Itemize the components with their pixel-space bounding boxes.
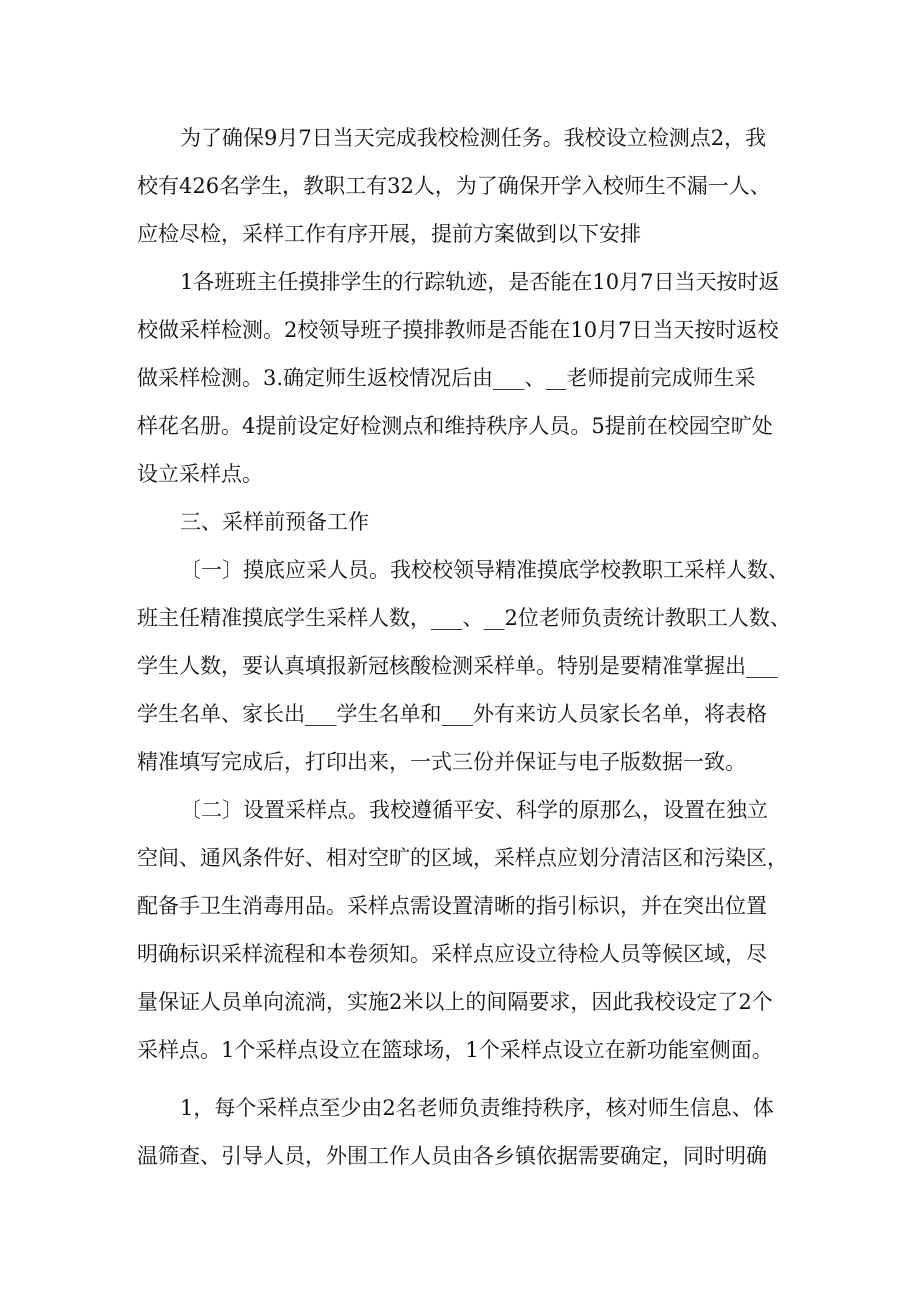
text-line: 量保证人员单向流淌，实施2米以上的间隔要求，因此我校设定了2个 — [137, 990, 773, 1014]
text-line: 应检尽检，采样工作有序开展，提前方案做到以下安排 — [137, 222, 641, 246]
text-line: 样花名册。4提前设定好检测点和维持秩序人员。5提前在校园空旷处 — [137, 414, 773, 438]
text-line: 采样点。1个采样点设立在篮球场，1个采样点设立在新功能室侧面。 — [137, 1038, 773, 1062]
text-line: 〔二〕设置采样点。我校遵循平安、科学的原那么，设置在独立 — [180, 798, 768, 822]
text-line: 做采样检测。3.确定师生返校情况后由___、__老师提前完成师生采 — [137, 366, 756, 390]
text-line: 学生名单、家长出___学生名单和___外有来访人员家长名单，将表格 — [137, 702, 767, 726]
section-heading: 三、采样前预备工作 — [180, 510, 369, 534]
text-line: 明确标识采样流程和本卷须知。采样点应设立待检人员等候区域，尽 — [137, 942, 767, 966]
text-line: 温筛查、引导人员，外围工作人员由各乡镇依据需要确定，同时明确 — [137, 1144, 767, 1168]
text-line: 班主任精准摸底学生采样人数，___、__2位老师负责统计教职工人数、 — [137, 606, 791, 630]
text-line: 学生人数，要认真填报新冠核酸检测采样单。特别是要精准掌握出___ — [137, 654, 778, 678]
text-line: 设立采样点。 — [137, 462, 263, 486]
text-line: 〔一〕摸底应采人员。我校校领导精准摸底学校教职工采样人数、 — [180, 558, 789, 582]
text-line: 空间、通风条件好、相对空旷的区域，采样点应划分清洁区和污染区， — [137, 846, 788, 870]
text-line: 1，每个采样点至少由2名老师负责维持秩序，核对师生信息、体 — [180, 1096, 774, 1120]
text-line: 配备手卫生消毒用品。采样点需设置清晰的指引标识，并在突出位置 — [137, 894, 767, 918]
text-line: 校做采样检测。2校领导班子摸排教师是否能在10月7日当天按时返校 — [137, 318, 779, 342]
text-line: 1各班班主任摸排学生的行踪轨迹，是否能在10月7日当天按时返 — [180, 270, 780, 294]
text-line: 为了确保9月7日当天完成我校检测任务。我校设立检测点2，我 — [180, 126, 767, 150]
text-line: 校有426名学生，教职工有32人，为了确保开学入校师生不漏一人、 — [137, 174, 771, 198]
text-line: 精准填写完成后，打印出来，一式三份并保证与电子版数据一致。 — [137, 750, 746, 774]
